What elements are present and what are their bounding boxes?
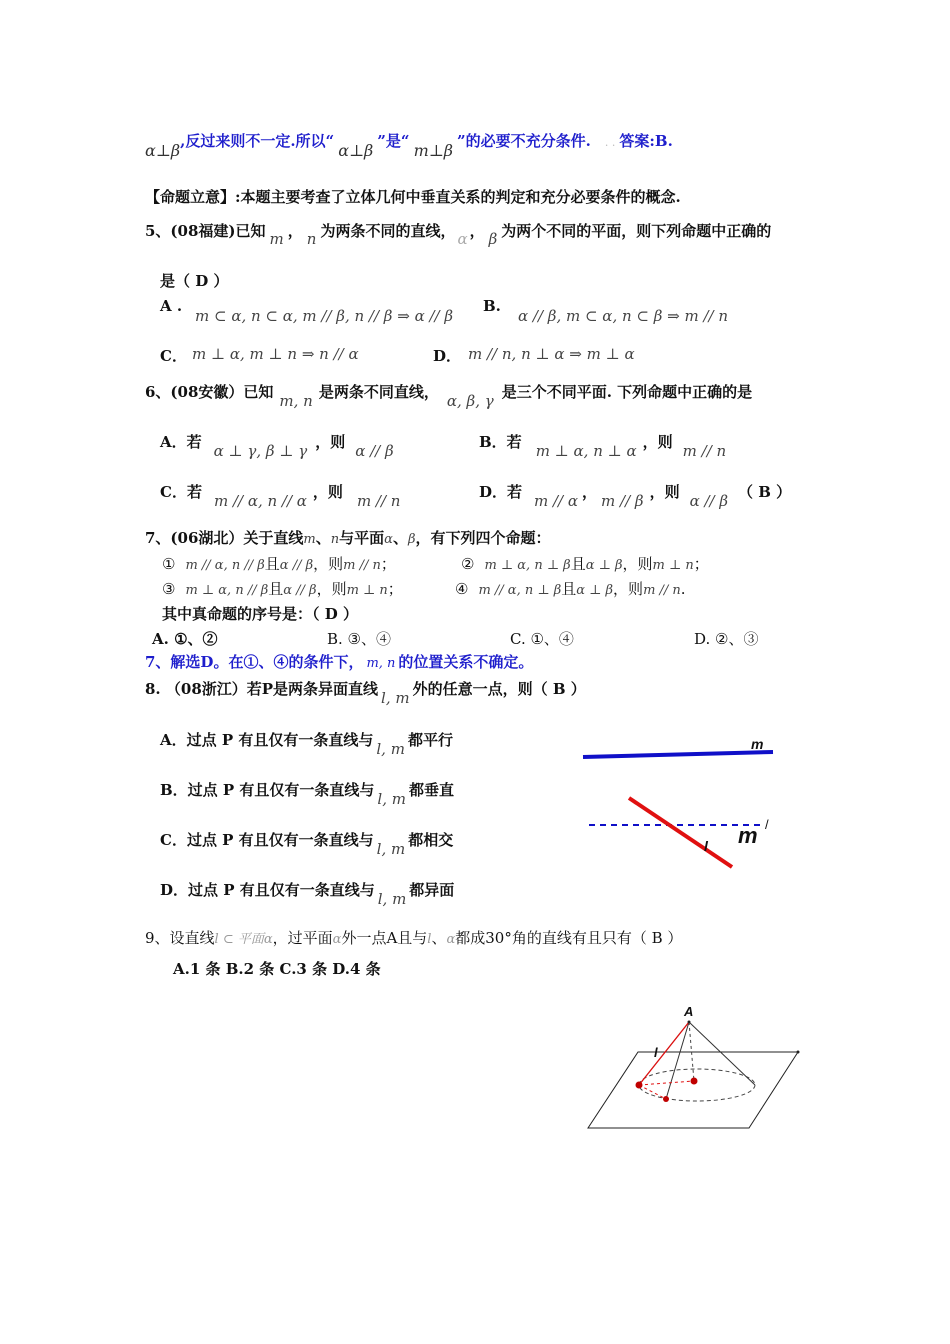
q7-p1-math2: α // β (279, 558, 314, 573)
q6-C-label: C．若 (160, 483, 202, 501)
q8-C-math: l, m (376, 840, 406, 858)
q5-var-n: n (306, 230, 317, 248)
q7-p4-math2: α ⊥ β (576, 583, 614, 598)
q8-stem-b: 外的任意一点，则（ B ） (412, 680, 586, 698)
intro-text-2: ”是“ (377, 132, 410, 150)
red-radius (639, 1081, 694, 1085)
q8-A-math: l, m (376, 740, 405, 758)
q7-stem-c: ，有下列四个命题： (415, 529, 551, 547)
q6-A-then: ，则 (315, 433, 346, 451)
q6-D-math-1: m // α (534, 492, 579, 510)
q8-A-text: A．过点 P 有且仅有一条直线与 (160, 731, 374, 749)
q7-p2-math2: α ⊥ β (585, 558, 623, 573)
q6-B-res: m // n (682, 442, 727, 460)
q6-D (479, 481, 792, 510)
q8-B-math: l, m (377, 790, 406, 808)
q5-sep: ， (287, 222, 303, 240)
q7-sol-math: m, n (366, 656, 396, 671)
q7-p4-end: . (680, 580, 686, 598)
q7-var-n: n (330, 532, 340, 547)
q8-opt-B (160, 779, 454, 808)
q7-p2-num: ② (461, 555, 475, 573)
q5-D-label: D． (433, 347, 462, 365)
q8-vars-lm: l, m (381, 689, 410, 707)
line-m (583, 752, 773, 757)
plane-alpha (588, 1052, 798, 1128)
q8-stem-a: 8. （08浙江）若P是两条异面直线 (145, 680, 379, 698)
q7-p3-math: m ⊥ α, n // β (185, 583, 269, 598)
q6-C-math: m // α, n // α (213, 492, 307, 510)
cone-generator-right (689, 1022, 755, 1085)
q7-opt-B: B. ③、④ (327, 630, 392, 648)
q9-stem (145, 927, 682, 948)
label-m-big: m (738, 823, 758, 848)
q5-var-m: m (269, 230, 284, 248)
q7-p1-math: m // α, n // β (185, 558, 265, 573)
q5-stem-b: 为两条不同的直线， (320, 222, 456, 240)
q6-vars-mn: m, n (279, 392, 313, 410)
plane-corner-dot (797, 1051, 800, 1054)
q7-p1-end: ； (380, 555, 396, 573)
q5-B-math: α // β, m ⊂ α, n ⊂ β ⇒ m // n (518, 307, 729, 325)
q7-p2-end: ； (693, 555, 709, 573)
q7-true-line: 其中真命题的序号是：（ D ） (162, 605, 358, 623)
q7-p1-and: 且 (264, 555, 280, 573)
cone-figure (582, 1000, 807, 1135)
label-l-cone: l (654, 1045, 658, 1060)
q9-stem-c: 外一点A且与 (341, 929, 428, 947)
q5-line2: 是（ D ） (160, 272, 229, 290)
q6-D-math-2: m // β (601, 492, 644, 510)
q8-opt-D (160, 879, 455, 908)
q6-A-label: A．若 (160, 433, 202, 451)
math-alpha-perp-beta: α⊥β (145, 141, 181, 160)
q7-prop-4 (455, 578, 686, 599)
q6-D-then: ，则 (649, 483, 680, 501)
skew-lines-figure (575, 725, 790, 875)
q7-p4-math: m // α, n ⊥ β (478, 583, 562, 598)
label-prime: / (765, 817, 769, 832)
q7-sol-a: 7、解选D。在①、④的条件下， (145, 653, 364, 671)
q5-stem (145, 220, 772, 248)
q6-C-then: ，则 (312, 483, 343, 501)
q5-var-alpha: α (457, 230, 468, 248)
q6-B-then: ，则 (642, 433, 673, 451)
q8-stem (145, 678, 586, 707)
intro-text-1: ,反过来则不一定.所以“ (180, 132, 335, 150)
q6-A-res: α // β (355, 442, 394, 460)
q6-B-math: m ⊥ α, n ⊥ α (535, 442, 637, 460)
apex-dot (688, 1021, 691, 1024)
q7-sep: 、 (315, 529, 331, 547)
q7-prop-2 (461, 553, 709, 574)
point-left (636, 1082, 643, 1089)
q7-var-m: m (303, 532, 316, 547)
q6-A (160, 431, 394, 460)
cone-generator-front (666, 1022, 689, 1099)
q7-opt-A: A. ①、② (152, 630, 218, 648)
q6-D-label: D．若 (479, 483, 523, 501)
q6-stem-c: 是三个不同平面. 下列命题中正确的是 (501, 383, 753, 401)
q5-sep2: ， (469, 222, 485, 240)
q7-p4-then: ，则 (613, 580, 644, 598)
q9-math-alpha: α (332, 932, 342, 947)
q7-p4-and: 且 (561, 580, 577, 598)
cone-base-circle (639, 1069, 755, 1101)
q6-answer: （ B ） (738, 483, 792, 501)
q5-C-label: C． (160, 347, 187, 365)
q7-sep2: 、 (392, 529, 408, 547)
q8-D-math: l, m (377, 890, 407, 908)
q7-stem (145, 527, 550, 548)
q7-p1-num: ① (162, 555, 176, 573)
q6-C (160, 481, 401, 510)
q7-p3-then: ，则 (316, 580, 347, 598)
q6-D-res: α // β (689, 492, 729, 510)
q6-C-res: m // n (356, 492, 401, 510)
q8-A-end: 都平行 (407, 731, 453, 749)
q7-opt-D: D. ②、③ (694, 630, 759, 648)
q8-D-end: 都异面 (409, 881, 455, 899)
q7-p3-and: 且 (268, 580, 284, 598)
q7-opt-C: C. ①、④ (510, 630, 574, 648)
intro-line (145, 130, 673, 160)
q7-p2-and: 且 (570, 555, 586, 573)
q7-p3-res: m ⊥ n (346, 583, 388, 598)
math-m-perp-beta: m⊥β (413, 141, 454, 160)
q5-stem-a: 5、(08福建)已知 (145, 222, 266, 240)
q7-var-alpha: α (384, 532, 393, 547)
q9-stem-d: 都成30°角的直线有且只有（ B ） (455, 929, 683, 947)
line-l (629, 798, 732, 867)
q7-p2-res: m ⊥ n (652, 558, 694, 573)
math-alpha-perp-beta-2: α⊥β (338, 141, 374, 160)
q7-var-beta: β (407, 532, 416, 547)
point-center (691, 1078, 698, 1085)
q7-p3-math2: α // β (283, 583, 317, 598)
q9-options: A.1 条 B.2 条 C.3 条 D.4 条 (173, 960, 381, 978)
q6-A-math: α ⊥ γ, β ⊥ γ (213, 442, 308, 460)
q6-D-comma: ， (582, 483, 598, 501)
q7-p2-math: m ⊥ α, n ⊥ β (484, 558, 571, 573)
q7-p2-then: ，则 (622, 555, 653, 573)
q8-C-text: C．过点 P 有且仅有一条直线与 (160, 831, 374, 849)
q5-var-beta: β (488, 230, 498, 248)
label-l: l (704, 838, 708, 854)
q7-stem-a: 7、(06湖北）关于直线 (145, 529, 304, 547)
q9-math-l: l (427, 932, 432, 947)
q8-opt-C (160, 829, 454, 858)
q7-stem-b: 与平面 (339, 529, 385, 547)
intro-dots: . . (604, 136, 616, 149)
q5-C-math: m ⊥ α, m ⊥ n ⇒ n // α (192, 345, 359, 363)
q8-opt-A (160, 729, 453, 758)
q6-stem-b: 是两条不同直线， (318, 383, 439, 401)
q6-B-label: B．若 (479, 433, 522, 451)
q8-C-end: 都相交 (408, 831, 454, 849)
q5-B-label: B. (483, 297, 501, 315)
q6-stem-a: 6、(08安徽）已知 (145, 383, 274, 401)
q7-p1-res: m // n (343, 558, 381, 573)
q5-stem-c: 为两个不同的平面，则下列命题中正确的 (501, 222, 772, 240)
q6-B (479, 431, 727, 460)
q9-stem-a: 9、设直线 (145, 929, 215, 947)
q7-sol-b: 的位置关系不确定。 (398, 653, 534, 671)
q6-vars-planes: α, β, γ (446, 392, 494, 410)
q8-D-text: D．过点 P 有且仅有一条直线与 (160, 881, 375, 899)
red-chord (639, 1085, 666, 1099)
q7-prop-1 (162, 553, 396, 574)
q6-stem (145, 381, 753, 410)
label-m: m (751, 736, 764, 752)
q8-B-end: 都垂直 (408, 781, 454, 799)
q5-A-math: m ⊂ α, n ⊂ α, m // β, n // β ⇒ α // β (195, 307, 454, 325)
q9-sep: 、 (431, 929, 447, 947)
intro-answer: 答案:B. (619, 132, 673, 150)
line-l-red (639, 1022, 689, 1085)
q9-math-alpha-2: α (446, 932, 456, 947)
q5-A-label: A . (160, 297, 183, 315)
label-A: A (684, 1004, 694, 1019)
q7-p3-num: ③ (162, 580, 176, 598)
q7-p3-end: ； (387, 580, 403, 598)
point-front (663, 1096, 669, 1102)
intent-line: 【命题立意】:本题主要考查了立体几何中垂直关系的判定和充分必要条件的概念. (145, 188, 681, 206)
q8-B-text: B．过点 P 有且仅有一条直线与 (160, 781, 375, 799)
q7-p4-num: ④ (455, 580, 469, 598)
q5-D-math: m // n, n ⊥ α ⇒ m ⊥ α (468, 345, 635, 363)
q7-prop-3 (162, 578, 403, 599)
q7-p1-then: ，则 (313, 555, 344, 573)
q9-math-l-in-alpha: l ⊂ 平面α (214, 932, 273, 947)
q7-p4-res: m // n (643, 583, 681, 598)
intro-text-3: ”的必要不充分条件. (457, 132, 591, 150)
q9-stem-b: ，过平面 (272, 929, 333, 947)
q7-solution (145, 651, 533, 672)
